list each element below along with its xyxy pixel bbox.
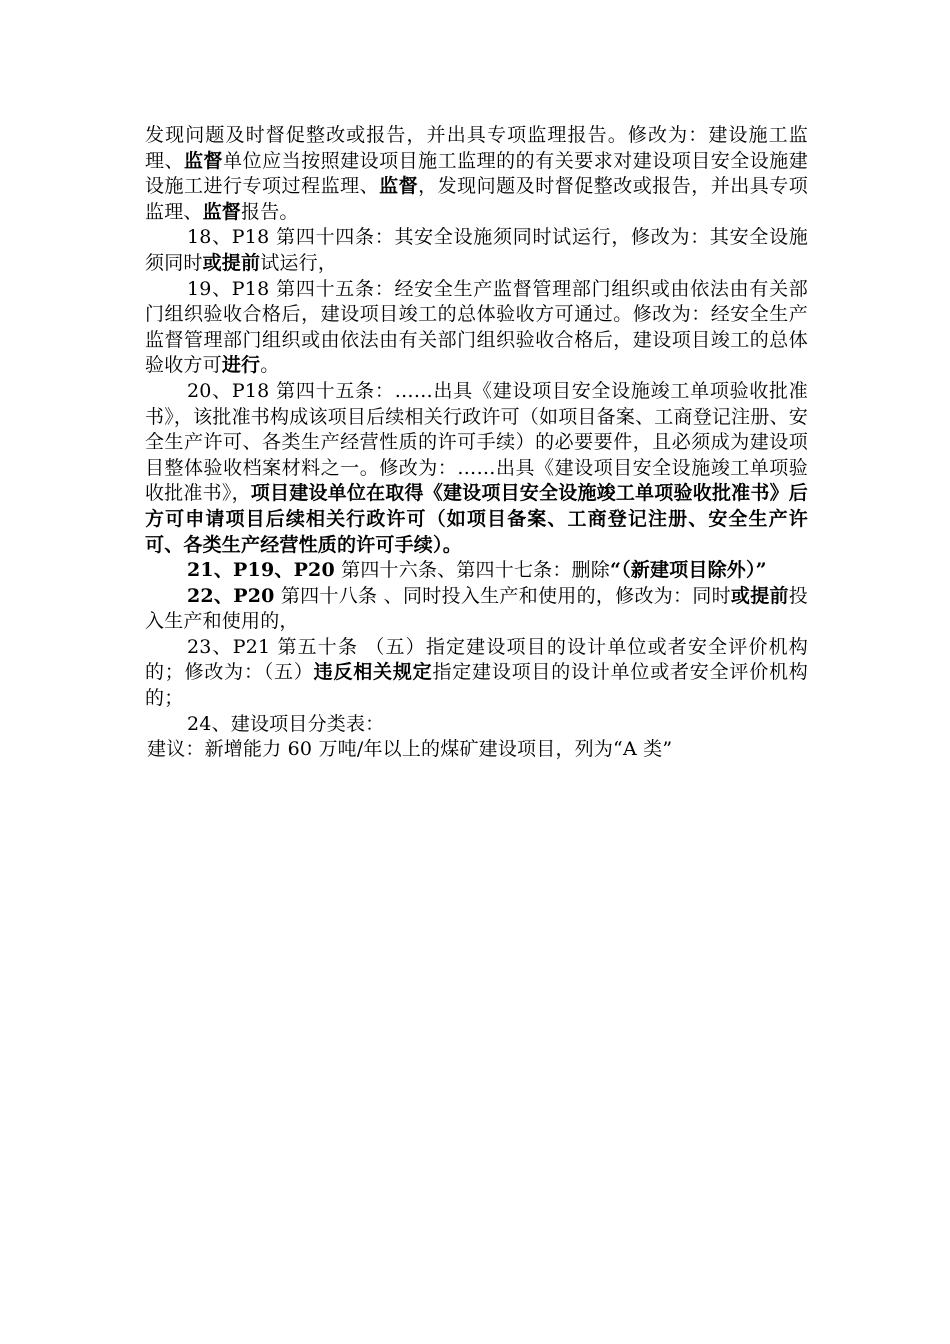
bold-text-segment: 进行 [221,354,261,377]
text-segment: 24、建设项目分类表： [187,712,385,735]
bold-text-segment: 或提前 [202,251,261,274]
bold-text-segment: 违反相关规定 [313,661,433,684]
paragraph-3 [145,277,808,379]
paragraph-1 [145,123,808,225]
text-segment: 23、P21 第五十条 （五）指定建设项目的设计单位或者安全评价机构的；修改为：（五） [145,635,808,684]
bold-text-segment: 项目建设单位在取得《建设项目安全设施竣工单项验收批准书》后方可申请项目后续相关行政许可（如项目备案、工商登记注册、安全生产许可、各类生产经营性质的许可手续）。 [145,482,808,556]
text-segment: 发现问题及时督促整改或报告，并出具专项监理报告。修改为：建设施工监理、 [145,124,808,172]
text-segment: 第四十六条、第四十七条：删除 [334,559,610,582]
text-segment: 20、P18 第四十五条：……出具《建设项目安全设施竣工单项验收批准书》，该批准书构成该项目后续相关行政许可（如项目备案、工商登记注册、安全生产许可、各类生产经营性质的许可手续）的必要要件，且必须成为建设项目整体验收档案材料之一。修改为：……出具《建设项目安全设施竣工单项验收批准书》， [145,379,808,505]
bold-text-segment: 监督 [184,149,224,172]
text-segment: 指定建设项目的设计单位或者安全评价机构的； [145,661,808,710]
paragraph-6 [145,584,808,635]
bold-text-segment: “（新建项目除外）” [609,559,767,582]
text-segment: 报告。 [241,200,299,223]
bold-text-segment: 或提前 [730,584,789,607]
text-segment: ，发现问题及时督促整改或报告，并出具专项监理、 [145,175,808,223]
bold-text-segment: 22、P20 [187,584,275,607]
text-segment: 。 [260,354,280,377]
text-segment: 单位应当按照建设项目施工监理的的有关要求对建设项目安全设施建设施工进行专项过程监理、 [145,149,809,198]
paragraph-5 [145,558,808,584]
text-segment: 18、P18 第四十四条：其安全设施须同时试运行，修改为：其安全设施须同时 [145,226,808,274]
paragraph-2 [145,225,808,276]
paragraph-4 [145,379,808,558]
text-segment: 试运行， [260,251,338,274]
text-segment: 19、P18 第四十五条：经安全生产监督管理部门组织或由依法由有关部门组织验收合格后，建设项目竣工的总体验收方可通过。修改为：经安全生产监督管理部门组织或由依法由有关部门组织验收合格后，建设项目竣工的总体验收方可 [145,277,808,377]
text-segment: 投入生产和使用的， [145,584,808,633]
paragraph-8 [145,712,808,738]
paragraph-9 [145,737,808,763]
paragraph-7 [145,635,808,712]
bold-text-segment: 监督 [379,175,419,198]
bold-text-segment: 监督 [202,200,242,223]
text-segment: 建议：新增能力 60 万吨/年以上的煤矿建设项目，列为“A 类” [147,738,673,761]
document-body [145,123,808,763]
bold-text-segment: 21、P19、P20 [187,559,335,582]
text-segment: 第四十八条 、同时投入生产和使用的，修改为：同时 [274,584,731,607]
